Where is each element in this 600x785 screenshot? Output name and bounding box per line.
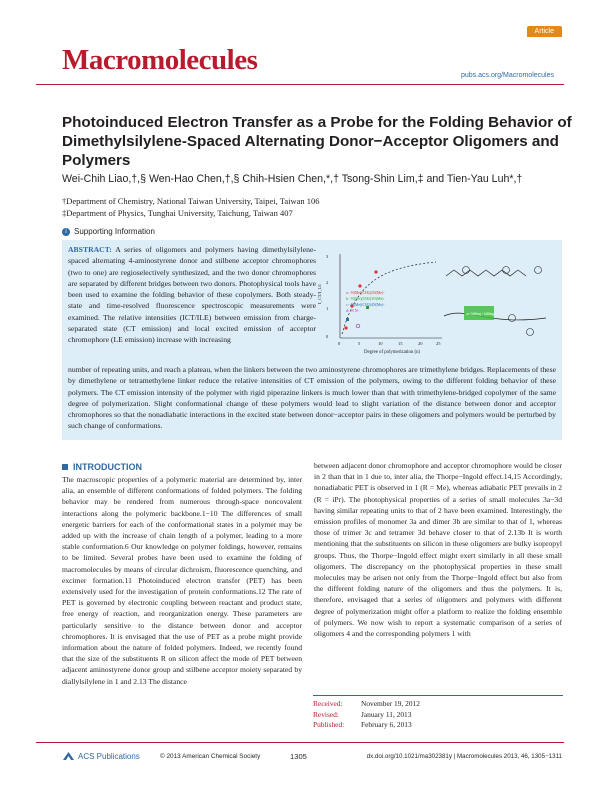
toc-xtick: 15: [398, 341, 403, 346]
abstract-part1: A series of oligomers and polymers having dimethylsilylene-spaced alternating 4-aminostyrene donor and stilbene acceptor chromophores (two to one) are regioselectively synthesized, and the two donor chromophores are separated by different bridges between two donors. Photophysical tools have been used to examine the folding behavior of these copolymers. Both steady-state and time-resolved fluorescence spectroscopic measurements were examined. The relative intensities (ICT/ILE) between emission from charge-separated state (CT emission) and local excited emission of acceptor chromophore (LE emission) increase with increasing: [68, 245, 316, 345]
history-row: [313, 699, 563, 710]
affiliation-1: †Department of Chemistry, National Taiwan University, Taipei, Taiwan 106: [62, 196, 320, 206]
toc-xtick: 20: [418, 341, 423, 346]
article-type-badge: Article: [527, 26, 562, 37]
toc-folded-chain: [444, 313, 546, 320]
abstract-text-top: [68, 244, 316, 346]
toc-ytick: 0: [326, 334, 329, 339]
toc-xtick: 0: [338, 341, 341, 346]
toc-point: [356, 324, 360, 328]
history-value: January 11, 2013: [361, 709, 412, 719]
toc-xtick: 25: [436, 341, 441, 346]
history-value: February 6, 2013: [361, 720, 412, 729]
toc-legend-c: c: -N(Me)(CH2)4N(Me)-: [346, 303, 385, 307]
toc-ring: [503, 267, 510, 274]
abstract-part2: number of repeating units, and reach a plateau, when the linkers between the two aminostyrene chromophores are trimethylene bridges. Replacements of these by dimethylene or tetramethylene linker reduce the relative intensities of CT emission of the polymers, owing to the different folding behavior of these polymers. The CT emission intensity of the polymer with rigid piperazine linkers is much lower than that with trimethylene-bridged copolymer of the same degree of polymerization. Slight conformational change of these polymers would lead to slight variation of the distance between donor and acceptor chromophores so that the nonadiabatic interactions in the excited state between donor−acceptor pairs in these oligomers and polymers would be perturbed by such change of conformations.: [68, 365, 556, 431]
publisher-name: ACS Publications: [78, 751, 140, 761]
article-history: [313, 695, 563, 731]
history-key: Revised:: [313, 709, 339, 719]
supporting-information-link[interactable]: [62, 227, 155, 236]
author-list: Wei-Chih Liao,†,§ Wen-Hao Chen,†,§ Chih-Hsien Chen,*,† Tsong-Shin Lim,‡ and Tien-Yau Luh*,†: [62, 173, 523, 185]
toc-box-label: no folding / folding: [466, 312, 495, 316]
history-row: [313, 710, 563, 721]
history-row: [313, 720, 563, 731]
journal-title: Macromolecules: [62, 44, 258, 76]
history-value: November 19, 2012: [361, 699, 420, 708]
intro-right-text: between adjacent donor chromophore and acceptor chromophore would be closer in 2 than that in 1 due to, inter alia, the Thorpe−Ingold effect.14,15 Accordingly, nonadiabatic PET is observed in 1 (R = Me), whereas adiabatic PET prevails in 2 (R = iPr). The photophysical properties of a series of small molecules 3a−3d having similar repeating units to that of 2 have been examined. Interestingly, the emission profiles of monomer 3a and dimer 3b are similar to that of 1, whereas those of trimer 3c and tetramer 3d behave closer to that of 2.13b It is worth mentioning that the substituents on silicon in these oligomers are bulky isopropyl groups. Thus, the Thorpe−Ingold effect might exert similarly in all these small oligomers. The discrepancy on the photophysical properties in these small molecules may be arisen not only from the Thorpe−Ingold effect but also from the different folding nature of the oligomers and thus the polymers. It is, therefore, envisaged that a series of oligomers and polymers with different degree of polymerization might offer a platform to realize the folding ensemble of polymers. We now wish to report a systematic comparison of a series of oligomers 4 and the corresponding polymers 1 with: [314, 461, 562, 639]
toc-point: [344, 326, 347, 329]
toc-ytick: 2: [326, 280, 329, 285]
affiliation-2: ‡Department of Physics, Tunghai University, Taichung, Taiwan 407: [62, 208, 293, 218]
toc-ring: [509, 315, 516, 322]
toc-ring: [463, 267, 470, 274]
copyright: © 2013 American Chemical Society: [160, 753, 261, 760]
doi-citation[interactable]: dx.doi.org/10.1021/ma302381y | Macromolecules 2013, 46, 1305−1311: [366, 753, 562, 760]
acs-publications-logo[interactable]: [62, 751, 140, 761]
acs-logo-icon: [62, 751, 75, 761]
info-icon: i: [62, 228, 70, 236]
toc-ytick: 3: [326, 254, 329, 259]
toc-xtick: 10: [378, 341, 383, 346]
footer-rule: [36, 742, 564, 743]
toc-ylabel: I_CT/I_LE: [317, 284, 322, 304]
intro-left-text: The macroscopic properties of a polymeric material are determined by, inter alia, an ensemble of different conformations of folded polymers. The folding behavior may be rendered from numerous through-space noncovalent interactions along the polymeric backbone.1−10 The differences of small energetic barriers for each of the conformational states in a polymer may be added up with the increase of chain length of a polymer, leading to a more stable conformation.6 Our knowledge on polymer foldings, however, remains to be limited. Several probes have been used to examine the folding of macromolecules by means of circular dichroism, fluorescence quenching, and excimer formation.11 Photoinduced electron transfer (PET) has been extensively used for the investigation of protein conformations.12 The rate of PET is governed by electronic coupling between reactant and product state, free energy of reaction, and reorganization energy. These parameters are particularly sensitive to the distance between donor and acceptor chromophores. It is envisaged that the use of PET as a probe might provide information about the nature of folded polymers. Indeed, we recently found that the size of the substituents R on silicon affect the mode of PET between adjacent aminostyrene donor group and stilbene acceptor moiety separated by diallylsilylene in 1 and 2.13 The distance: [62, 475, 302, 686]
introduction-heading: [62, 462, 142, 472]
toc-xtick: 5: [358, 341, 361, 346]
toc-xlabel: Degree of polymerization (n): [364, 350, 421, 355]
toc-ytick: 1: [326, 306, 329, 311]
toc-legend-a: a: -N(Me)(CH2)2N(Me)-: [346, 291, 385, 295]
abstract-label: ABSTRACT:: [68, 245, 112, 254]
toc-legend-b: b: -N(Me)(CH2)3N(Me)-: [346, 297, 385, 301]
journal-url[interactable]: pubs.acs.org/Macromolecules: [461, 72, 554, 79]
toc-legend-d: d: -N N-: [346, 309, 359, 313]
supporting-label: Supporting Information: [74, 227, 155, 236]
toc-graphic: [316, 246, 556, 356]
toc-point: [374, 270, 377, 273]
toc-structure-chain: [446, 270, 526, 276]
toc-ring: [535, 267, 542, 274]
intro-left-column: [62, 474, 302, 687]
paper-title: Photoinduced Electron Transfer as a Probe for the Folding Behavior of Dimethylsilylene-Spaced Alternating Donor−Acceptor Oligomers and Polymers: [62, 114, 572, 169]
section-bullet-icon: [62, 464, 68, 470]
history-key: Received:: [313, 699, 343, 708]
introduction-heading-label: INTRODUCTION: [73, 462, 142, 472]
abstract-text-bottom: [68, 364, 556, 432]
history-key: Published:: [313, 720, 345, 729]
header-rule: [36, 84, 564, 85]
toc-point: [346, 318, 349, 321]
intro-right-column: [314, 460, 562, 639]
toc-ring: [527, 329, 534, 336]
toc-point: [358, 284, 361, 287]
page-number: 1305: [290, 752, 307, 761]
